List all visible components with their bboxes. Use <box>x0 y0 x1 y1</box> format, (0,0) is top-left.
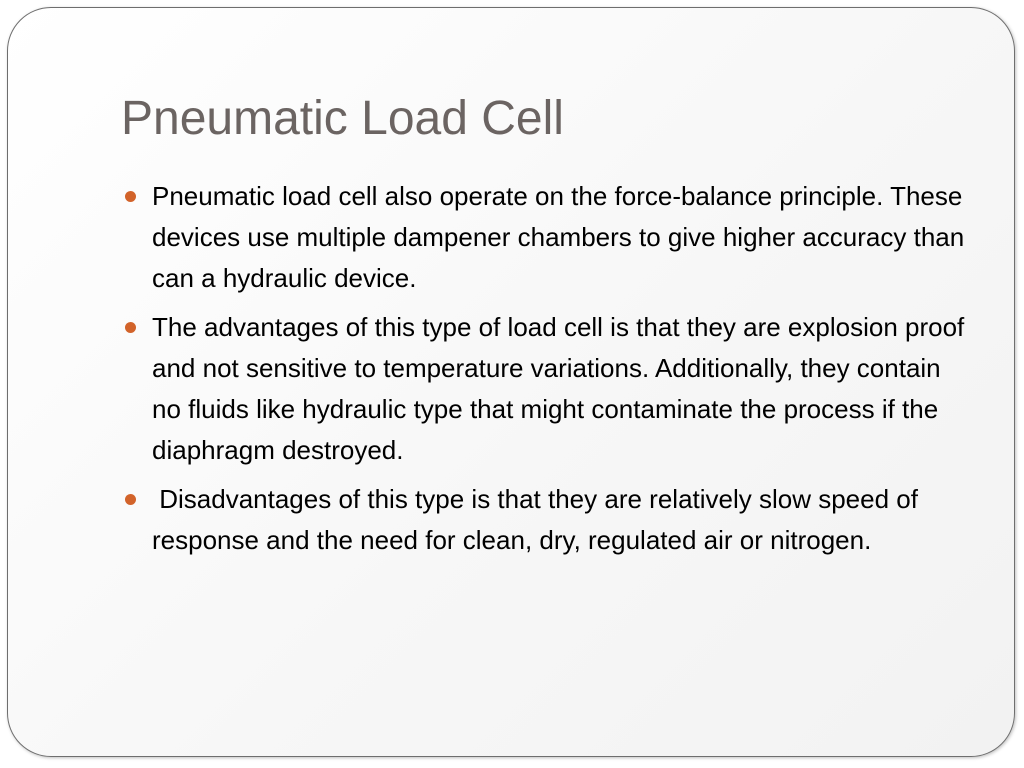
bullet-item <box>121 307 972 471</box>
bullet-text: Pneumatic load cell also operate on the force-balance principle. These devices use multiple dampener chambers to give higher accuracy than can a hydraulic device. <box>152 181 972 293</box>
bullet-dot-icon <box>125 191 136 202</box>
bullet-dot-icon <box>125 322 136 333</box>
bullet-item <box>121 479 966 561</box>
bullet-dot-icon <box>125 494 136 505</box>
bullet-list <box>121 176 972 569</box>
bullet-text: The advantages of this type of load cell is that they are explosion proof and not sensitive to temperature variations. Additionally, they contain no fluids like hydraulic type that might contaminate the process if the diaphragm destroyed. <box>152 312 972 465</box>
bullet-item <box>121 176 972 299</box>
slide-frame <box>7 7 1015 757</box>
slide-title: Pneumatic Load Cell <box>121 92 564 145</box>
bullet-text: Disadvantages of this type is that they are relatively slow speed of response and the need for clean, dry, regulated air or nitrogen. <box>152 484 926 555</box>
